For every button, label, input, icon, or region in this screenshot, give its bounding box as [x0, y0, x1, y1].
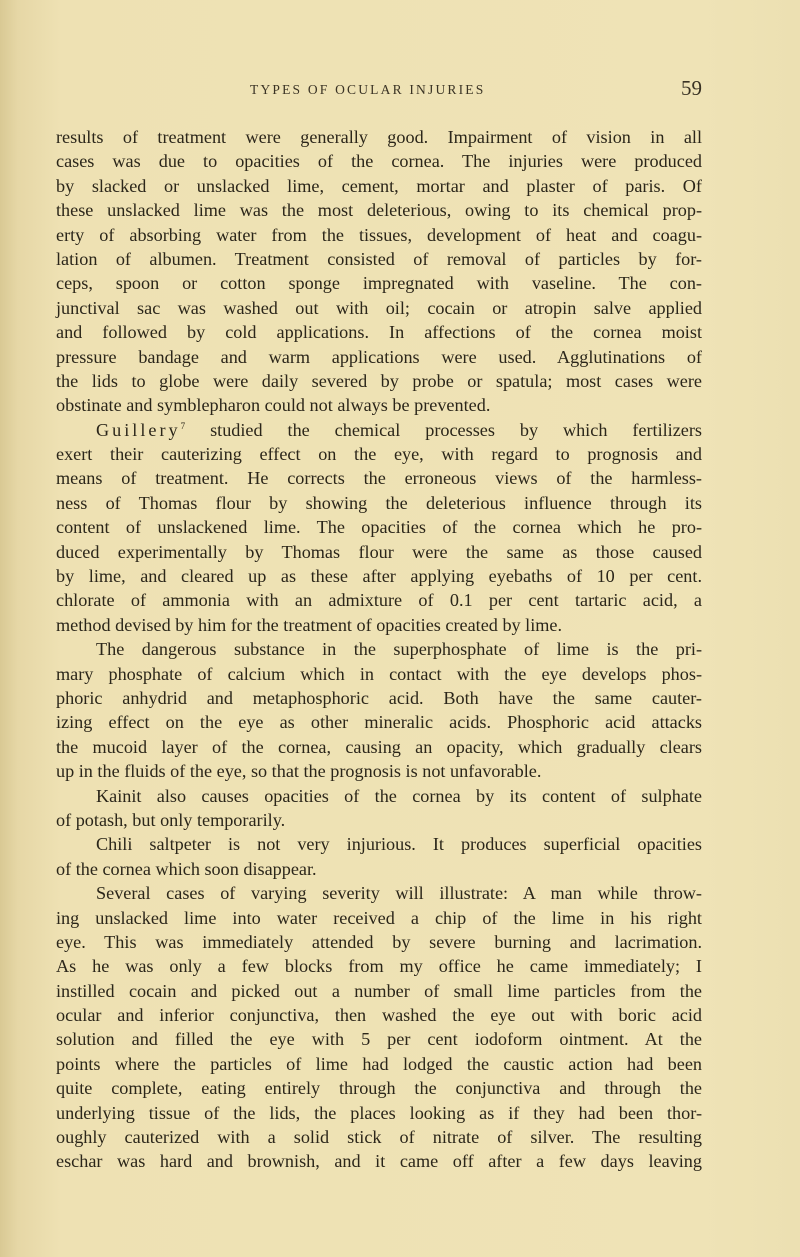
text-line: junctival sac was washed out with oil; cocain or atropin salve applied: [56, 297, 702, 318]
page-number: 59: [681, 76, 702, 100]
text-line: and followed by cold applications. In affections of the cornea moist: [56, 322, 702, 343]
body-text: [56, 125, 702, 1174]
text-line: erty of absorbing water from the tissues, development of heat and coagu-: [56, 224, 702, 245]
text-line: instilled cocain and picked out a number of small lime particles from the: [56, 980, 702, 1001]
text-line: of potash, but only temporarily.: [56, 809, 286, 830]
text-line: eye. This was immediately attended by severe burning and lacrimation.: [56, 931, 702, 952]
text-line: results of treatment were generally good. Impairment of vision in all: [56, 127, 702, 147]
text-line: duced experimentally by Thomas flour were the same as those caused: [56, 541, 702, 562]
text-line: by slacked or unslacked lime, cement, mortar and plaster of paris. Of: [56, 175, 702, 196]
text-line: Chili saltpeter is not very injurious. It produces superficial opacities: [96, 834, 702, 855]
text-line: Several cases of varying severity will illustrate: A man while throw-: [96, 883, 702, 904]
line-text: studied the chemical processes by which fertilizers: [210, 419, 703, 440]
text-line: quite complete, eating entirely through the conjunctiva and through the: [56, 1078, 702, 1099]
text-line: content of unslackened lime. The opacities of the cornea which he pro-: [56, 517, 702, 538]
text-line: izing effect on the eye as other mineralic acids. Phosphoric acid attacks: [56, 712, 702, 733]
text-line: method devised by him for the treatment of opacities created by lime.: [56, 614, 563, 635]
text-line: these unslacked lime was the most deleterious, owing to its chemical prop-: [56, 200, 702, 221]
text-line: points where the particles of lime had lodged the caustic action had been: [56, 1053, 702, 1074]
text-line: means of treatment. He corrects the erroneous views of the harmless-: [56, 468, 702, 489]
text-line: up in the fluids of the eye, so that the prognosis is not unfavorable.: [56, 761, 542, 782]
text-line: oughly cauterized with a solid stick of nitrate of silver. The resulting: [56, 1127, 702, 1148]
footnote-marker: 7: [180, 420, 186, 431]
text-line: ocular and inferior conjunctiva, then washed the eye out with boric acid: [56, 1005, 702, 1026]
text-line: the mucoid layer of the cornea, causing an opacity, which gradually clears: [56, 736, 702, 757]
text-line: solution and filled the eye with 5 per cent iodoform ointment. At the: [56, 1029, 702, 1050]
text-line: mary phosphate of calcium which in contact with the eye develops phos-: [56, 663, 702, 684]
text-line: ing unslacked lime into water received a chip of the lime in his right: [56, 907, 702, 928]
text-line: ness of Thomas flour by showing the deleterious influence through its: [56, 492, 702, 513]
text-line: As he was only a few blocks from my office he came immediately; I: [56, 956, 702, 977]
text-line: lation of albumen. Treatment consisted of removal of particles by for-: [56, 248, 702, 269]
text-line: cases was due to opacities of the cornea. The injuries were produced: [56, 151, 702, 172]
text-line: [56, 418, 702, 442]
text-line: ceps, spoon or cotton sponge impregnated with vaseline. The con-: [56, 273, 702, 294]
text-line: exert their cauterizing effect on the eye, with regard to prognosis and: [56, 444, 702, 465]
text-line: pressure bandage and warm applications were used. Agglutinations of: [56, 346, 702, 367]
running-title: TYPES OF OCULAR INJURIES: [250, 82, 486, 97]
text-line: by lime, and cleared up as these after applying eyebaths of 10 per cent.: [56, 566, 702, 587]
text-line: underlying tissue of the lids, the places looking as if they had been thor-: [56, 1102, 702, 1123]
author-name: Guillery: [96, 419, 181, 440]
running-header: [56, 78, 702, 102]
text-line: obstinate and symblepharon could not always be prevented.: [56, 395, 491, 416]
text-line: Kainit also causes opacities of the cornea by its content of sulphate: [96, 785, 702, 806]
text-line: phoric anhydrid and metaphosphoric acid. Both have the same cauter-: [56, 687, 702, 708]
text-line: the lids to globe were daily severed by probe or spatula; most cases were: [56, 370, 702, 391]
text-line: chlorate of ammonia with an admixture of 0.1 per cent tartaric acid, a: [56, 590, 702, 611]
text-line: of the cornea which soon disappear.: [56, 858, 317, 879]
text-line: eschar was hard and brownish, and it came off after a few days leaving: [56, 1151, 702, 1172]
text-line: The dangerous substance in the superphosphate of lime is the pri-: [96, 639, 702, 660]
